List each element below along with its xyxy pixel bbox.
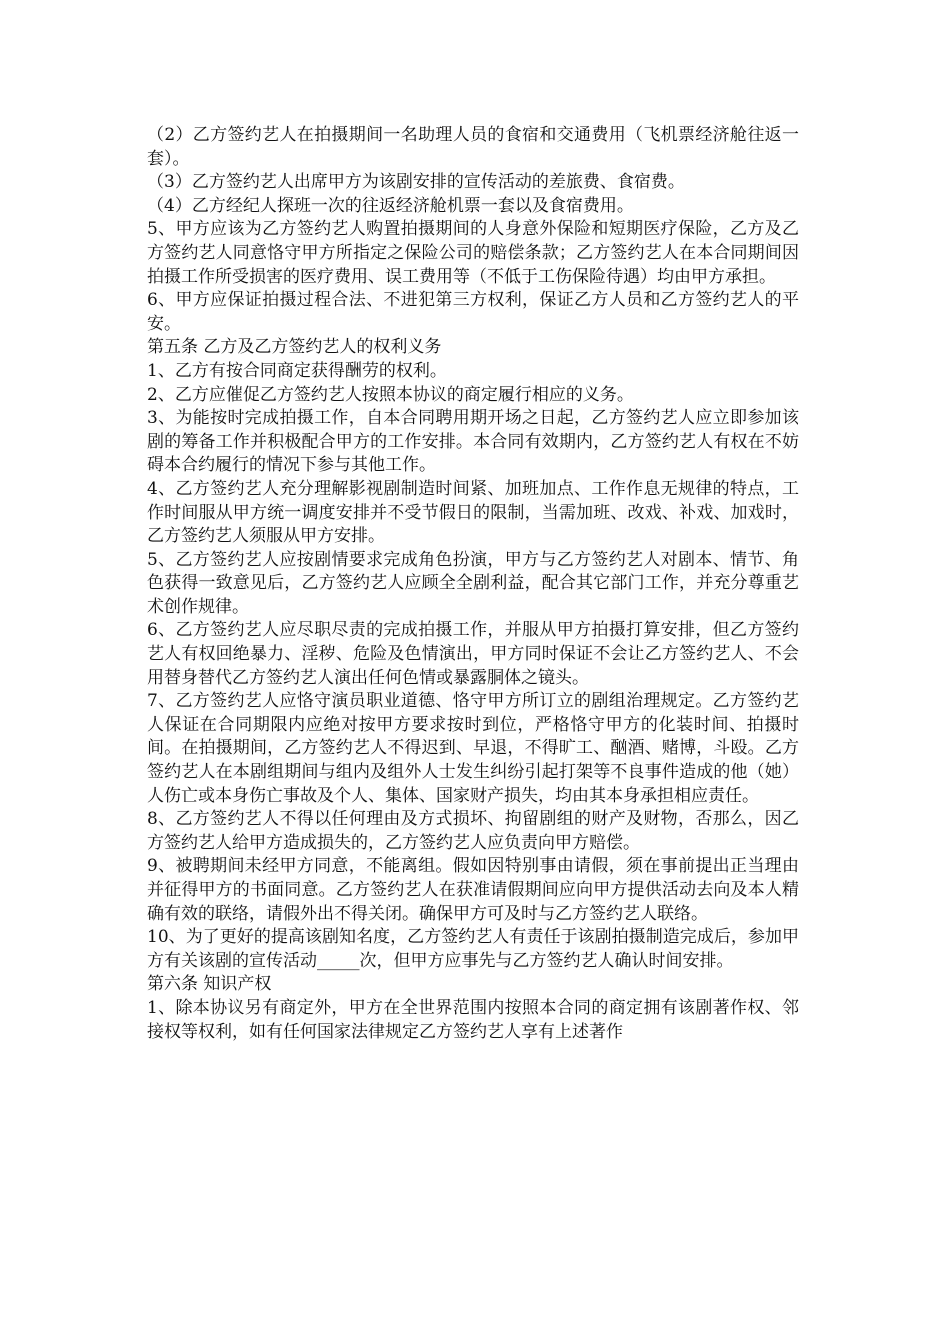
paragraph-copyright: 1、除本协议另有商定外，甲方在全世界范围内按照本合同的商定拥有该剧著作权、邻接权等权利，如有任何国家法律规定乙方签约艺人享有上述著作 [147,997,799,1042]
paragraph-property-damage: 8、乙方签约艺人不得以任何理由及方式损坏、拘留剧组的财产及财物，否那么，因乙方签约艺人给甲方造成损失的，乙方签约艺人应负责向甲方赔偿。 [147,809,799,853]
paragraph-promotion-activities: 10、为了更好的提高该剧知名度，乙方签约艺人有责任于该剧拍摄制造完成后，参加甲方有关该剧的宣传活动_____次，但甲方应事先与乙方签约艺人确认时间安排。 [147,927,799,971]
paragraph-insurance-clause: 5、甲方应该为乙方签约艺人购置拍摄期间的人身意外保险和短期医疗保险，乙方及乙方签约艺人同意恪守甲方所指定之保险公司的赔偿条款；乙方签约艺人在本合同期间因拍摄工作所受损害的医疗费用、误工费用等（不低于工伤保险待遇）均由甲方承担。 [147,219,799,287]
document-body [147,124,799,1044]
section-heading-article-6: 第六条 知识产权 [147,974,272,995]
paragraph-promotion-expenses: （3）乙方签约艺人出席甲方为该剧安排的宣传活动的差旅费、食宿费。 [147,172,685,193]
paragraph-agent-visit-expenses: （4）乙方经纪人探班一次的往返经济舱机票一套以及食宿费用。 [147,195,634,216]
paragraph-content-refusal: 6、乙方签约艺人应尽职尽责的完成拍摄工作，并服从甲方拍摄打算安排，但乙方签约艺人有权回绝暴力、淫秽、危险及色情演出，甲方同时保证不会让乙方签约艺人、不会用替身替代乙方签约艺人演出任何色情或暴露胴体之镜头。 [147,620,799,688]
section-heading-article-5: 第五条 乙方及乙方签约艺人的权利义务 [147,337,442,358]
paragraph-assistant-expenses: （2）乙方签约艺人在拍摄期间一名助理人员的食宿和交通费用（飞机票经济舱往返一套）。 [147,125,799,169]
paragraph-professional-conduct: 7、乙方签约艺人应恪守演员职业道德、恪守甲方所订立的剧组治理规定。乙方签约艺人保证在合同期限内应绝对按甲方要求按时到位，严格恪守甲方的化装时间、拍摄时间。在拍摄期间，乙方签约艺人不得迟到、早退，不得旷工、酗酒、赌博，斗殴。乙方签约艺人在本剧组期间与组内及组外人士发生纠纷引起打架等不良事件造成的他（她）人伤亡或本身伤亡事故及个人、集体、国家财产损失，均由其本身承担相应责任。 [147,691,799,806]
paragraph-safety-clause: 6、甲方应保证拍摄过程合法、不进犯第三方权利，保证乙方人员和乙方签约艺人的平安。 [147,290,799,334]
paragraph-schedule-compliance: 4、乙方签约艺人充分理解影视剧制造时间紧、加班加点、工作作息无规律的特点，工作时间服从甲方统一调度安排并不受节假日的限制，当需加班、改戏、补戏、加戏时，乙方签约艺人须服从甲方安排。 [147,478,799,547]
paragraph-role-performance: 5、乙方签约艺人应按剧情要求完成角色扮演，甲方与乙方签约艺人对剧本、情节、角色获得一致意见后，乙方签约艺人应顾全全剧利益，配合其它部门工作，并充分尊重艺术创作规律。 [147,549,799,617]
paragraph-leave-policy: 9、被聘期间未经甲方同意，不能离组。假如因特别事由请假，须在事前提出正当理由并征得甲方的书面同意。乙方签约艺人在获准请假期间应向甲方提供活动去向及本人精确有效的联络，请假外出不得关闭。确保甲方可及时与乙方签约艺人联络。 [147,856,799,924]
paragraph-preparation-work: 3、为能按时完成拍摄工作，自本合同聘用期开场之日起，乙方签约艺人应立即参加该剧的筹备工作并积极配合甲方的工作安排。本合同有效期内，乙方签约艺人有权在不妨碍本合约履行的情况下参与其他工作。 [147,408,799,476]
paragraph-urge-obligation: 2、乙方应催促乙方签约艺人按照本协议的商定履行相应的义务。 [147,384,634,405]
paragraph-remuneration-right: 1、乙方有按合同商定获得酬劳的权利。 [147,360,447,381]
